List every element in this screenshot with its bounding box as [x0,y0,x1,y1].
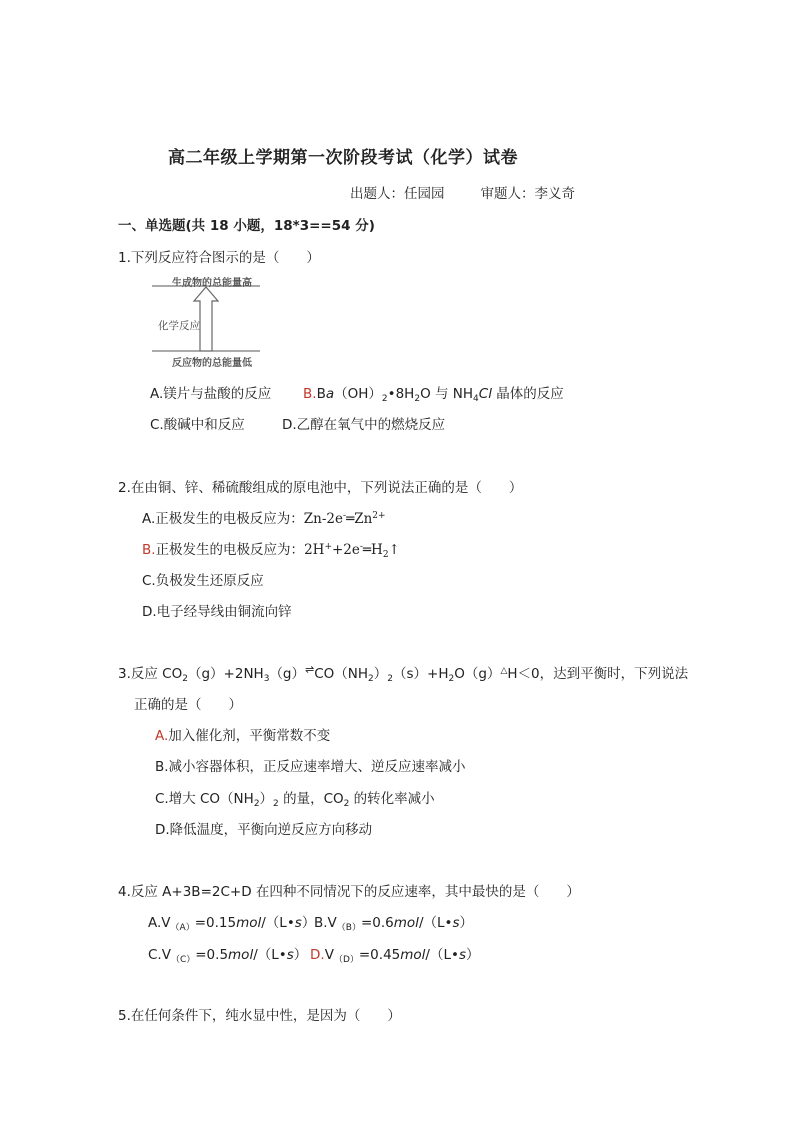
setter-name: 出题人：任园园 [350,186,445,202]
question-1-option-c: C.酸碱中和反应 [150,417,245,433]
question-4-option-a: $A.V_{(A)}=0.15mol/(L•s)$ [148,915,316,933]
diagram-top-label: 生成物的总能量高 [172,278,252,289]
question-4-option-c: $C.V_{(C)}=0.5mol/(L•s)$ [148,947,308,965]
section-heading: 一、单选题(共 18 小题，18*3==54 分) [118,218,375,234]
question-2-option-b: B.正极发生的电极反应为：$2H^++2e^-═H_2↑$ [142,542,400,560]
exam-title: 高二年级上学期第一次阶段考试（化学）试卷 [168,148,518,168]
question-4-option-b: $B.V_{(B)}=0.6mol/(L•s)$ [314,915,474,933]
question-3-stem: 3.反应 $CO_2(g)+2NH_3(g)^\rightleftharpoons CO(NH_2)_2(s)+H_2O(g)^\triangle H<0$，达到平衡时，下列说法 [118,663,689,684]
question-1-stem: 1.下列反应符合图示的是（ ） [118,250,320,266]
reviewer-name: 审题人：李义奇 [480,186,575,202]
question-3-option-a: A.加入催化剂，平衡常数不变 [155,728,331,744]
question-3-option-c: C.增大 $CO(NH_2)_2$ 的量，$CO_2$ 的转化率减小 [155,791,435,809]
energy-diagram [150,271,262,371]
question-2-option-d: D.电子经导线由铜流向锌 [142,604,292,620]
question-2-stem: 2.在由铜、锌、稀硫酸组成的原电池中，下列说法正确的是（ ） [118,480,523,496]
author-line [350,182,575,202]
question-3-option-b: B.减小容器体积，正反应速率增大、逆反应速率减小 [155,759,466,775]
question-1-option-d: D.乙醇在氧气中的燃烧反应 [282,417,446,433]
question-4-stem: 4.反应 A+3B=2C+D 在四种不同情况下的反应速率，其中最快的是（ ） [118,884,580,900]
question-3-option-d: D.降低温度，平衡向逆反应方向移动 [155,822,373,838]
diagram-bottom-label: 反应物的总能量低 [172,358,252,369]
question-2-option-a: A.正极发生的电极反应为：$Zn-2e^-═Zn^{2+}$ [142,511,386,527]
question-2-option-c: C.负极发生还原反应 [142,573,264,589]
question-1-option-a: A.镁片与盐酸的反应 [150,386,272,402]
question-3-stem-continued: 正确的是（ ） [134,697,242,713]
question-5-stem: 5.在任何条件下，纯水显中性，是因为（ ） [118,1008,401,1024]
question-1-option-b: $B.Ba(OH)_2•8H_2O$ 与 $NH_4Cl$ 晶体的反应 [303,386,564,404]
question-4-option-d: $D.V_{(D)}=0.45mol/(L•s)$ [310,947,480,965]
diagram-middle-label: 化学反应 [158,320,200,332]
